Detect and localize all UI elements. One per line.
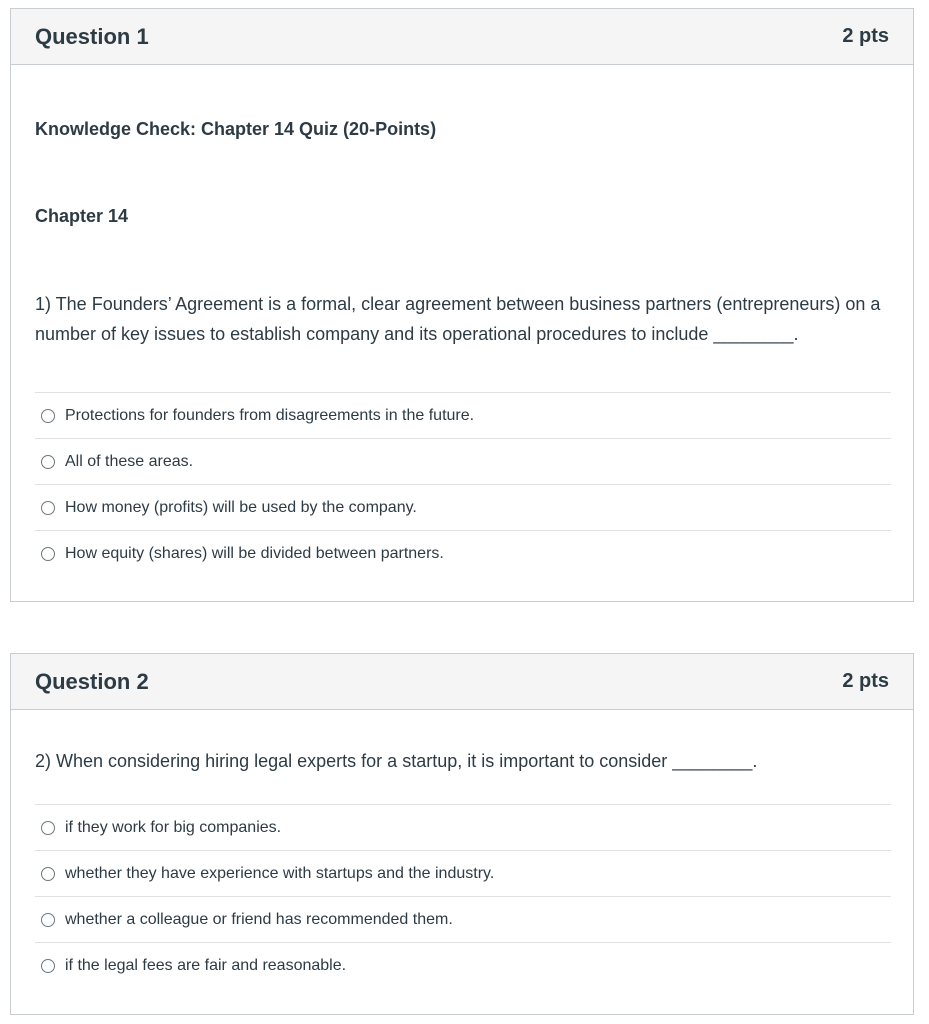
answer-option[interactable]	[35, 896, 891, 942]
answer-label: if the legal fees are fair and reasonable.	[65, 956, 347, 974]
quiz-heading: Knowledge Check: Chapter 14 Quiz (20-Points)	[35, 119, 437, 139]
answer-list	[35, 392, 891, 576]
radio-button[interactable]	[41, 501, 55, 515]
question-title: Question 2	[35, 668, 149, 694]
answer-list	[35, 804, 891, 988]
question-text: 2) When considering hiring legal experts for a startup, it is important to consider ________.	[35, 751, 758, 771]
chapter-heading: Chapter 14	[35, 206, 129, 226]
answer-label: if they work for big companies.	[65, 818, 282, 836]
radio-button[interactable]	[41, 913, 55, 927]
answer-option[interactable]	[35, 438, 891, 484]
radio-button[interactable]	[41, 455, 55, 469]
answer-option[interactable]	[35, 850, 891, 896]
answer-option[interactable]	[35, 942, 891, 988]
answer-label: How equity (shares) will be divided between partners.	[65, 544, 444, 562]
radio-button[interactable]	[41, 959, 55, 973]
answer-option[interactable]	[35, 530, 891, 576]
answer-option[interactable]	[35, 804, 891, 850]
answer-label: How money (profits) will be used by the company.	[65, 498, 417, 516]
radio-button[interactable]	[41, 867, 55, 881]
radio-button[interactable]	[41, 409, 55, 423]
question-2-card	[10, 653, 914, 1015]
answer-option[interactable]	[35, 392, 891, 438]
question-text: 1) The Founders’ Agreement is a formal, clear agreement between business partners (entrepreneurs) on a number of key issues to establish company and its operational procedures to include ________.	[35, 294, 881, 344]
question-points: 2 pts	[842, 670, 889, 692]
question-header	[11, 9, 913, 65]
radio-button[interactable]	[41, 821, 55, 835]
answer-label: whether a colleague or friend has recommended them.	[65, 910, 453, 928]
question-1-card	[10, 8, 914, 602]
question-points: 2 pts	[842, 25, 889, 47]
answer-label: Protections for founders from disagreements in the future.	[65, 406, 475, 424]
answer-option[interactable]	[35, 484, 891, 530]
question-header	[11, 654, 913, 710]
radio-button[interactable]	[41, 547, 55, 561]
answer-label: All of these areas.	[65, 452, 194, 470]
question-title: Question 1	[35, 23, 149, 49]
answer-label: whether they have experience with startups and the industry.	[65, 864, 495, 882]
